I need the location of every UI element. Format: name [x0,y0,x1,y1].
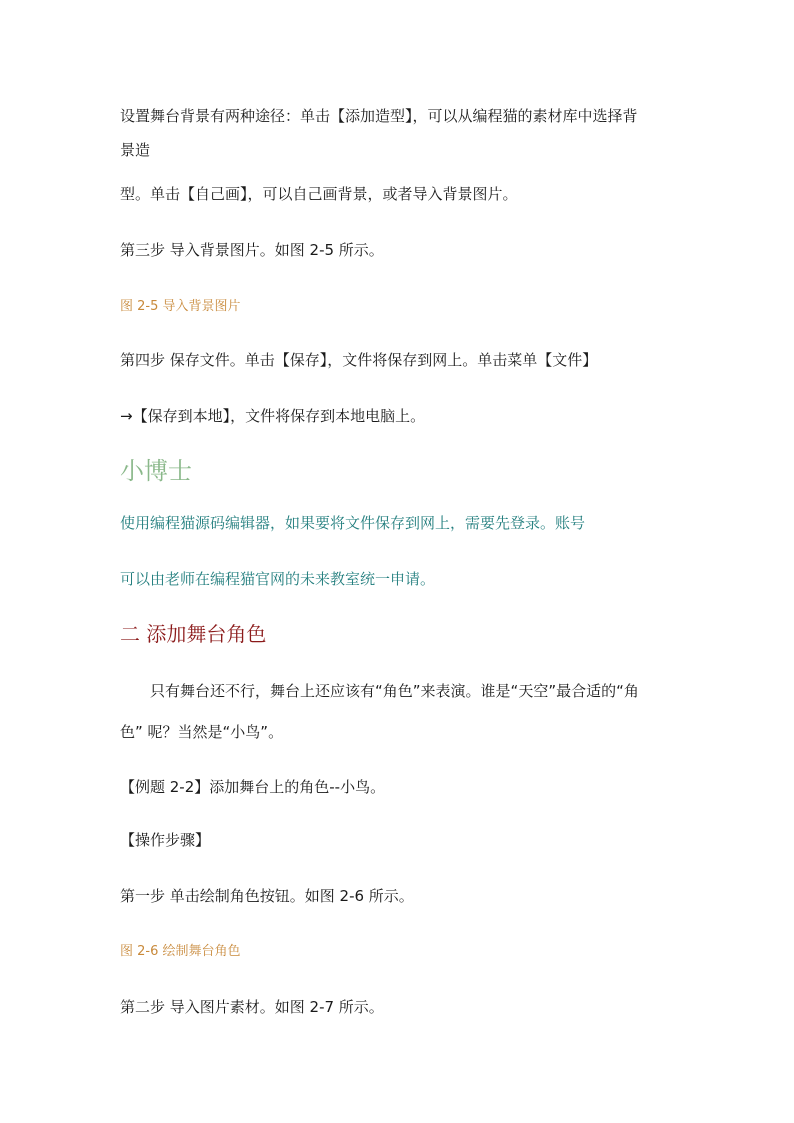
tip-title: 小博士 [120,457,192,485]
step-three: 第三步 导入背景图片。如图 2-5 所示。 [120,241,384,259]
step-four-line1: 第四步 保存文件。单击【保存】，文件将保存到网上。单击菜单【文件】 [120,351,598,369]
tip-text-line2: 可以由老师在编程猫官网的未来教室统一申请。 [120,570,436,588]
section-title: 二 添加舞台角色 [120,622,267,646]
section-intro-line2: 色” 呢？当然是“小鸟”。 [120,723,284,741]
steps-label: 【操作步骤】 [120,831,211,849]
tip-text-line1: 使用编程猫源码编辑器，如果要将文件保存到网上，需要先登录。账号 [120,514,586,532]
example-heading: 【例题 2-2】添加舞台上的角色--小鸟。 [120,778,386,796]
figure-caption-2-5: 图 2-5 导入背景图片 [120,299,241,314]
figure-caption-2-6: 图 2-6 绘制舞台角色 [120,944,241,959]
step-four-line2: →【保存到本地】，文件将保存到本地电脑上。 [120,407,426,425]
step-two: 第二步 导入图片素材。如图 2-7 所示。 [120,998,384,1016]
paragraph-draw-background: 型。单击【自己画】，可以自己画背景，或者导入背景图片。 [120,185,518,203]
step-one: 第一步 单击绘制角色按钮。如图 2-6 所示。 [120,887,414,905]
paragraph-background-methods-line2: 景造 [120,141,151,159]
section-intro-line1: 只有舞台还不行，舞台上还应该有“角色”来表演。谁是“天空”最合适的“角 [150,682,639,700]
paragraph-background-methods-line1: 设置舞台背景有两种途径：单击【添加造型】，可以从编程猫的素材库中选择背 [120,107,638,125]
